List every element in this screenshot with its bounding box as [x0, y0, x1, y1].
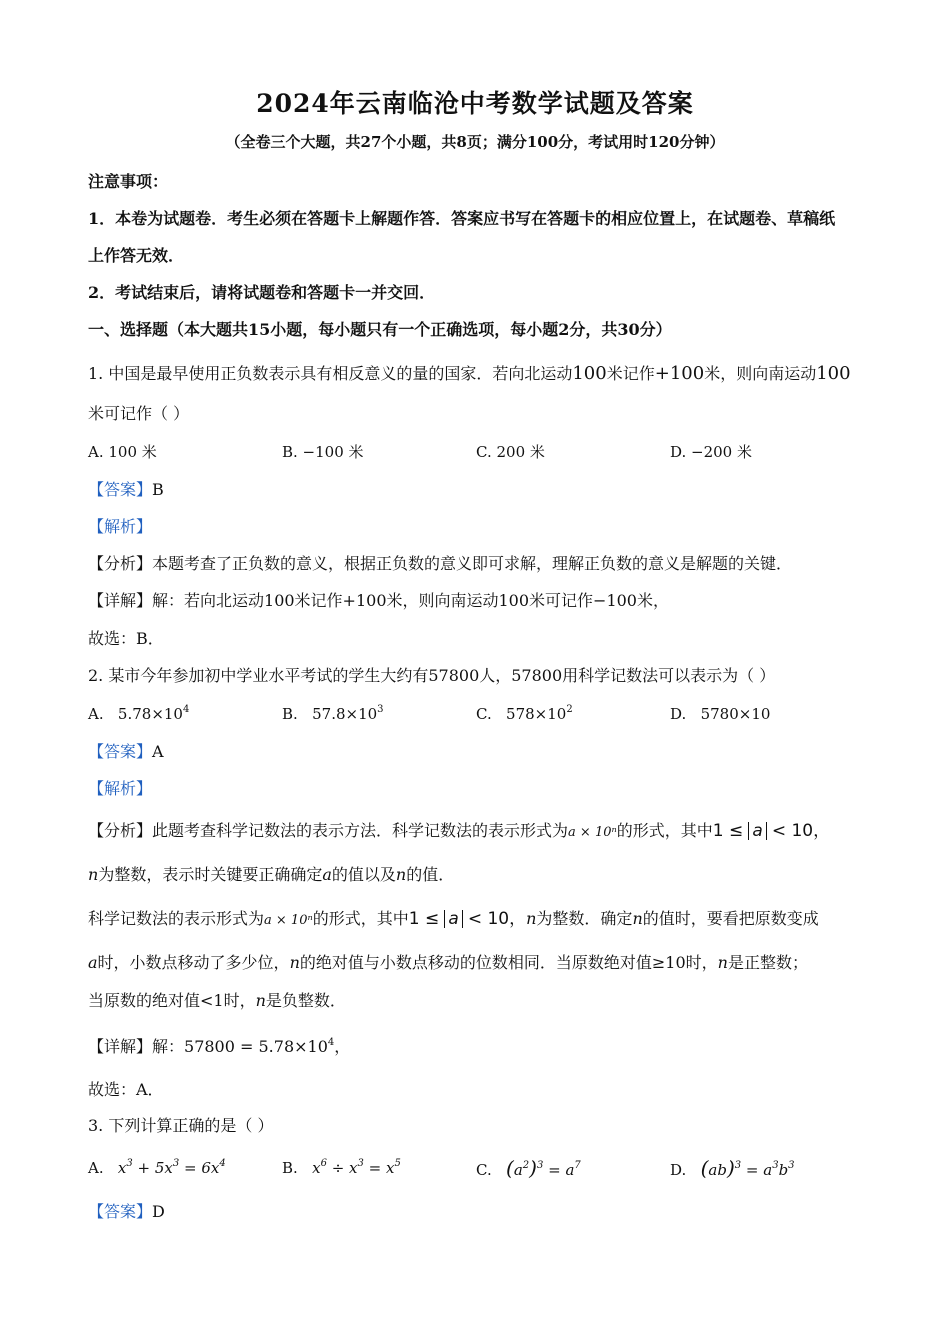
q1-option-a: A. 100 米: [88, 443, 157, 461]
q3-stem: 3. 下列计算正确的是（ ）: [88, 1116, 274, 1135]
q2-option-b: B. $57.8\times 10^3$: [282, 704, 384, 723]
section-heading: 一、选择题（本大题共15小题，每小题只有一个正确选项，每小题2分，共30分）: [88, 320, 672, 339]
q1-xiangjie: 【详解】解：若向北运动100米记作+100米，则向南运动100米可记作−100米，: [88, 591, 669, 610]
q3-option-a: A. $x^3 + 5x^3 = 6x^4$: [88, 1158, 226, 1177]
q2-body-3: 当原数的绝对值<1时，n是负整数．: [88, 991, 346, 1010]
q2-option-c: C. $578\times 10^2$: [476, 704, 573, 723]
q1-analysis-tag: 【解析】: [88, 517, 153, 536]
q2-xiangjie: 【详解】解：$57800 = 5.78\times 10^4$，: [88, 1037, 351, 1056]
notice-item-2: 2．考试结束后，请将试题卷和答题卡一并交回．: [88, 283, 436, 302]
q1-option-b: B. −100 米: [282, 443, 364, 461]
q3-answer: 【答案】D: [88, 1202, 165, 1221]
q2-option-d: D. 5780×10: [670, 705, 771, 723]
notice-item-1-cont: 上作答无效．: [88, 246, 185, 265]
q2-stem: 2. 某市今年参加初中学业水平考试的学生大约有57800人，57800用科学记数法可以表示为（ ）: [88, 666, 776, 685]
q2-answer: 【答案】A: [88, 742, 164, 761]
q2-fenxi: 【分析】此题考查科学记数法的表示方法．科学记数法的表示形式为a × 10ⁿ的形式，其中1 ≤ a < 10，: [88, 821, 831, 841]
q1-fenxi: 【分析】本题考查了正负数的意义，根据正负数的意义即可求解，理解正负数的意义是解题的关键．: [88, 554, 793, 573]
notice-item-1: 1．本卷为试题卷．考生必须在答题卡上解题作答．答案应书写在答题卡的相应位置上，在试题卷、草稿纸: [88, 209, 836, 228]
q3-option-d: D. $(ab)^3 = a^3b^3$: [670, 1156, 795, 1180]
q2-analysis-tag: 【解析】: [88, 779, 153, 798]
q3-option-c: C. $(a^2)^3 = a^7$: [476, 1156, 581, 1180]
page-title: 2024年云南临沧中考数学试题及答案: [256, 89, 694, 118]
q2-fenxi-cont: n为整数，表示时关键要正确确定a的值以及n的值．: [88, 865, 455, 884]
page-subtitle: （全卷三个大题，共27个小题，共8页；满分100分，考试用时120分钟）: [225, 133, 725, 151]
q1-option-c: C. 200 米: [476, 443, 545, 461]
q1-answer: 【答案】B: [88, 480, 164, 499]
q1-stem-cont: 米可记作（ ）: [88, 404, 190, 423]
q3-option-b: B. $x^6 \div x^3 = x^5$: [282, 1158, 401, 1177]
q2-option-a: A. $5.78\times 10^4$: [88, 704, 190, 723]
q2-body-2: a时，小数点移动了多少位，n的绝对值与小数点移动的位数相同．当原数绝对值≥10时，n是正整数；: [88, 953, 808, 972]
q2-conclusion: 故选：A．: [88, 1080, 164, 1099]
q2-body-1: 科学记数法的表示形式为a × 10ⁿ的形式，其中1 ≤ a < 10，n为整数．确定n的值时，要看把原数变成: [88, 909, 819, 929]
q1-stem: 1. 中国是最早使用正负数表示具有相反意义的量的国家．若向北运动100米记作+100米，则向南运动100: [88, 363, 851, 384]
q1-option-d: D. −200 米: [670, 443, 752, 461]
q1-conclusion: 故选：B．: [88, 629, 164, 648]
notice-heading: 注意事项：: [88, 172, 169, 191]
